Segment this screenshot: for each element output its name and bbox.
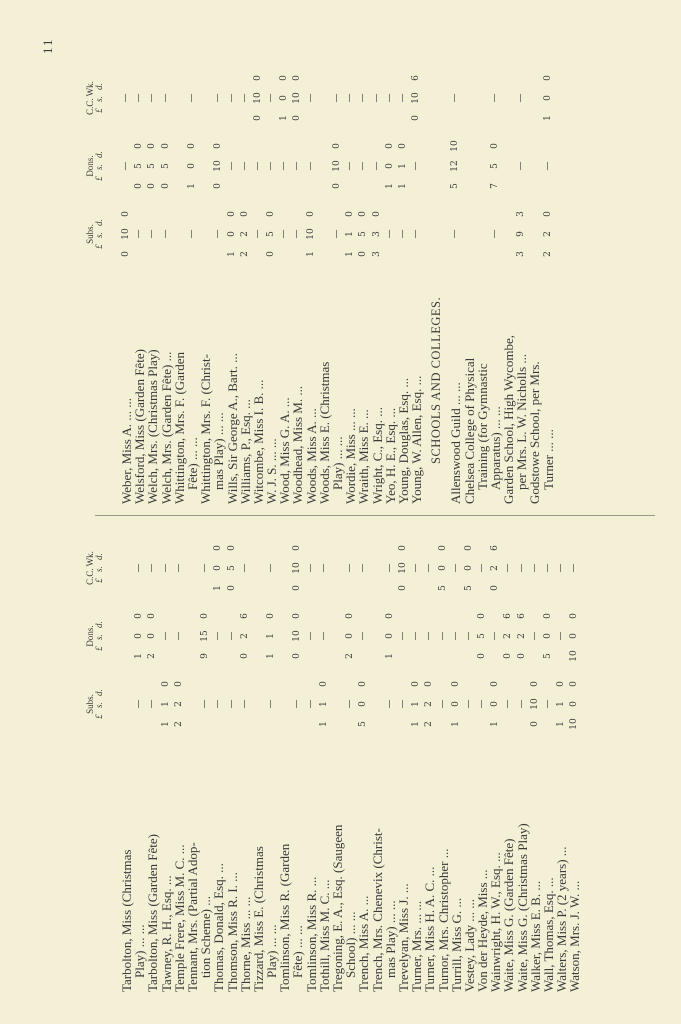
page-number: 11	[40, 37, 55, 54]
right-rows	[119, 75, 556, 504]
dons-amount: —	[437, 631, 448, 641]
dons-amount: 0 10 0	[332, 143, 342, 189]
dons-amount: —	[411, 631, 422, 641]
cc-amount: —	[239, 563, 250, 573]
subscriber-name: Tregoning, E. A., Esq. (Saugeen	[330, 824, 345, 992]
dons-header: Dons. £ s. d.	[85, 151, 104, 181]
dons-amount: 5 12 10	[450, 140, 461, 189]
subs-amount: —	[503, 699, 514, 709]
subs-amount: —	[397, 699, 408, 709]
subs-amount: —	[345, 699, 356, 709]
dons-amount: —	[173, 631, 184, 641]
subscriber-name: Chelsea College of Physical	[461, 357, 477, 504]
subscriber-name: mas Play) ... ...	[382, 900, 398, 978]
dons-amount: —	[121, 161, 131, 171]
cc-amount: —	[516, 93, 527, 103]
subs-amount: —	[543, 699, 553, 709]
cc-amount: —	[384, 93, 395, 103]
dons-amount: 0 10 0	[213, 143, 224, 189]
dons-amount: 0 2 6	[503, 613, 514, 659]
dons-amount: 0 10 0	[292, 613, 303, 659]
table-row	[382, 93, 398, 504]
subs-amount: —	[477, 699, 488, 709]
cc-amount: 0 10 0	[252, 75, 263, 121]
cc-amount: 1 0 0	[542, 75, 553, 121]
subs-amount: —	[411, 229, 422, 239]
subscriber-name: Wainwright, H. W., Esq. ...	[488, 852, 504, 992]
dons-amount: 0 5 0	[160, 143, 171, 189]
subscriber-name: Garden School, High Wycombe,	[501, 334, 517, 504]
subscriber-name: Temple Frere, Miss M. C. ...	[171, 844, 187, 992]
dons-amount: —	[529, 631, 540, 641]
subs-amount: 1 1 0	[318, 681, 329, 727]
dons-amount: 10 0 0	[569, 613, 580, 662]
cc-amount: —	[213, 93, 224, 103]
subs-amount: —	[200, 699, 211, 709]
subs-amount: 1 10 0	[305, 211, 316, 257]
subscriber-name: Vestey, Lady ... ...	[461, 898, 477, 992]
dons-amount: —	[305, 631, 316, 641]
subscriber-name: Witcombe, Miss I. B. ...	[250, 379, 266, 504]
cc-amount: —	[384, 563, 395, 573]
subs-amount: —	[332, 229, 342, 239]
dons-amount: —	[292, 161, 303, 171]
cc-amount: —	[411, 563, 422, 573]
subscriber-name: Turner ... ...	[540, 429, 556, 490]
table-row	[356, 93, 372, 504]
subs-amount: 2 2 0	[173, 681, 184, 727]
subs-amount: 3 3 0	[371, 211, 382, 257]
ccwk-header: C.C. Wk. £ s. d.	[85, 551, 104, 585]
subscriber-name: Play) ... ...	[330, 436, 345, 490]
subs-amount: 1 0 0	[490, 681, 501, 727]
subs-amount: 5 0 0	[358, 681, 369, 727]
subscriber-name: Tomlinson, Miss R. (Garden	[277, 843, 293, 992]
dons-amount: —	[371, 161, 382, 171]
dons-amount: —	[279, 161, 290, 171]
ccwk-header: C.C. Wk. £ s. d.	[85, 81, 104, 115]
subscriber-name: Young, W. Allen, Esq. ...	[409, 375, 425, 504]
cc-amount: —	[186, 93, 197, 103]
subs-amount: 2 2 0	[239, 211, 250, 257]
table-row	[369, 93, 385, 504]
cc-amount: —	[345, 93, 356, 103]
cc-amount: 1 0 0	[279, 75, 290, 121]
cc-amount: —	[503, 563, 514, 573]
table-row	[409, 75, 425, 504]
subscriber-name: Wraith, Miss E. ...	[356, 409, 372, 504]
subs-amount: —	[305, 699, 316, 709]
cc-amount: 0 2 6	[490, 545, 501, 591]
table-row	[158, 93, 174, 504]
subs-amount: —	[463, 699, 474, 709]
dons-amount: 1 1 0	[397, 143, 408, 189]
dons-amount: —	[305, 161, 316, 171]
subscriber-name: Apparatus) ... ...	[487, 406, 503, 490]
subscriber-name: Fête) ... ...	[290, 925, 306, 978]
table-row	[145, 93, 161, 504]
subs-amount: —	[279, 229, 290, 239]
subs-amount: 0 5 0	[358, 211, 369, 257]
table-row	[173, 297, 186, 504]
cc-amount: —	[305, 563, 316, 573]
cc-amount: —	[424, 563, 435, 573]
subscriber-name: School) ... ...	[343, 911, 359, 978]
table-row	[237, 93, 253, 504]
dons-amount: —	[252, 161, 263, 171]
subs-amount: 1 1 0	[345, 211, 356, 257]
subscriber-name: Godstowe School, per Mrs.	[527, 361, 543, 504]
subscriber-name: Watson, Mrs. J. W. ...	[567, 880, 583, 992]
dons-amount: 1 0 0	[384, 143, 395, 189]
subs-amount: —	[397, 229, 408, 239]
table-row	[290, 75, 306, 504]
cc-amount: 0 10 0	[292, 75, 303, 121]
cc-amount: —	[358, 93, 369, 103]
cc-amount: —	[160, 93, 171, 103]
subs-header: Subs. £ s. d.	[85, 219, 104, 249]
subscriber-name: Tennant, Mrs. (Partial Adop-	[184, 842, 200, 992]
subscriber-name: Walters, Miss P. (2 years) ...	[554, 846, 570, 992]
table-row	[463, 297, 476, 504]
dons-amount: —	[463, 631, 474, 641]
dons-amount: 2 0 0	[147, 613, 158, 659]
subs-amount: 1 0 0	[450, 681, 461, 727]
subscriber-name: Play) ... ...	[132, 924, 148, 978]
subs-amount: —	[186, 229, 197, 239]
cc-amount: —	[332, 93, 342, 103]
subs-amount: —	[213, 229, 224, 239]
dons-amount: 0 5 0	[477, 613, 488, 659]
cc-amount: —	[200, 563, 211, 573]
subscriber-name: Training (for Gymnastic	[474, 363, 490, 490]
dons-amount: —	[358, 161, 369, 171]
dons-amount: —	[450, 631, 461, 641]
cc-amount: —	[318, 563, 329, 573]
subs-amount: 1 0 0	[226, 211, 237, 257]
subscriber-name: Wordie, Miss ... ...	[343, 408, 359, 504]
subscriber-name: Allenswood Guild ... ...	[448, 382, 464, 504]
subs-amount: —	[252, 229, 263, 239]
subscriber-name: Tarbolton, Miss (Christmas	[119, 849, 134, 992]
subscriber-name: Young, Douglas, Esq. ...	[395, 377, 411, 504]
cc-amount: —	[516, 563, 527, 573]
dons-amount: —	[358, 631, 369, 641]
subscriber-name: Turner, Mrs. ... ...	[409, 900, 425, 992]
cc-amount: —	[160, 563, 171, 573]
dons-amount: —	[266, 161, 277, 171]
dons-amount: —	[239, 161, 250, 171]
table-row	[476, 297, 489, 504]
subscriber-name: Tarbolton, Miss (Garden Fête)	[145, 834, 161, 992]
dons-amount: —	[516, 161, 527, 171]
cc-amount: —	[134, 563, 145, 573]
subs-amount: 3 9 3	[516, 211, 527, 257]
cc-amount: 5 0 0	[463, 545, 474, 591]
subs-amount: —	[384, 699, 395, 709]
subscriber-name: Whittington, Mrs. F. (Garden	[171, 351, 187, 504]
subs-amount: —	[134, 699, 145, 709]
cc-amount: 5 0 0	[437, 545, 448, 591]
subs-amount: —	[450, 229, 461, 239]
subs-header: Subs. £ s. d.	[85, 689, 104, 719]
subscriber-name: Turner, Miss H. A. C. ...	[422, 866, 438, 992]
subscriber-name: Wood, Miss G. A. ...	[277, 397, 293, 504]
subs-amount: —	[384, 229, 395, 239]
dons-amount: 1 0 0	[384, 613, 395, 659]
dons-amount: 0 5 0	[147, 143, 158, 189]
subscriber-name: Woods, Miss A. ...	[303, 408, 319, 504]
subscriber-name: Thomas, Donald, Esq. ...	[211, 863, 227, 992]
subscriber-name: mas Play) ... ...	[211, 412, 227, 490]
subs-amount: —	[292, 229, 303, 239]
subs-amount: —	[292, 699, 303, 709]
subs-amount: 2 2 0	[424, 681, 435, 727]
cc-amount: —	[305, 93, 316, 103]
subscriber-name: Turrill, Miss G. ...	[448, 897, 464, 992]
cc-amount: —	[450, 93, 461, 103]
cc-amount: —	[397, 93, 408, 103]
subscriber-name: Tothill, Miss M. C. ...	[316, 879, 332, 992]
subs-amount: —	[147, 229, 158, 239]
subs-amount: 0 5 0	[266, 211, 277, 257]
subscriber-name: Wills, Sir George A., Bart. ...	[224, 353, 240, 504]
subs-amount: 1 1 0	[556, 681, 567, 727]
table-row	[528, 297, 541, 504]
dons-amount: —	[542, 161, 553, 171]
dons-amount: —	[213, 631, 224, 641]
cc-amount: —	[529, 563, 540, 573]
subs-amount: 0 10 0	[529, 681, 540, 727]
subs-amount: 1 1 0	[160, 681, 171, 727]
dons-amount: —	[226, 161, 237, 171]
subs-amount: 1 1 0	[411, 681, 422, 727]
subscriber-name: Turnor, Mrs. Christopher ...	[435, 848, 451, 992]
dons-amount: 9 15 0	[200, 613, 211, 659]
subscriber-name: Whittington, Mrs. F. (Christ-	[198, 354, 214, 504]
subs-amount: —	[437, 699, 448, 709]
subscriber-name: Wright, C., Esq. ...	[369, 407, 385, 504]
subscriber-name: per Mrs. L. W. Nicholls ...	[514, 353, 530, 490]
dons-amount: 1 0 0	[134, 613, 145, 659]
dons-amount: —	[424, 631, 435, 641]
subscriber-name: W. J. S. ... ...	[264, 438, 280, 504]
subs-amount: —	[239, 699, 250, 709]
dons-header: Dons. £ s. d.	[85, 621, 104, 651]
cc-amount: 0 5 0	[226, 545, 237, 591]
cc-amount: —	[371, 93, 382, 103]
dons-amount: 7 5 0	[489, 143, 500, 189]
subscriber-name: Thomson, Miss R. I. ...	[224, 872, 240, 992]
cc-amount: —	[477, 563, 488, 573]
table-row	[224, 93, 240, 504]
subscriber-name: Trench, Miss A. ...	[356, 895, 372, 992]
subs-amount: —	[516, 699, 527, 709]
dons-amount: —	[556, 631, 567, 641]
column-divider	[95, 515, 655, 516]
cc-amount: —	[121, 93, 131, 103]
cc-amount: —	[147, 563, 158, 573]
cc-amount: —	[147, 93, 158, 103]
subs-amount: —	[213, 699, 224, 709]
subscriber-name: tion Scheme) ...	[198, 896, 214, 978]
table-row	[303, 93, 319, 504]
subscriber-name: Weber, Miss A. ... ...	[119, 397, 134, 504]
dons-amount: —	[226, 631, 237, 641]
subscriber-name: Tomlinson, Miss R. ...	[303, 876, 319, 992]
dons-amount: —	[345, 161, 356, 171]
section-title: SCHOOLS AND COLLEGES.	[429, 296, 444, 464]
cc-amount: —	[358, 563, 369, 573]
dons-amount: 1 1 0	[266, 613, 277, 659]
subscriber-name: Trench, Mrs. Chenevix (Christ-	[369, 828, 385, 992]
cc-amount: —	[489, 93, 500, 103]
subscriber-name: Welsford, Miss (Garden Fête)	[132, 349, 148, 504]
subs-amount: —	[147, 699, 158, 709]
dons-amount: —	[318, 631, 329, 641]
subscriber-name: Tizzard, Miss E. (Christmas	[250, 846, 266, 992]
cc-amount: —	[266, 563, 277, 573]
dons-amount: 1 0 0	[186, 143, 197, 189]
table-row	[448, 93, 464, 504]
dons-amount: 0 2 6	[516, 613, 527, 659]
subscriber-name: Wall, Thomas, Esq. ...	[541, 877, 556, 992]
subscriber-name: Welch, Mrs. (Garden Fête) ...	[158, 351, 174, 504]
subscriber-name: Trevelyan, Miss J. ...	[395, 883, 411, 992]
subscriber-name: Welch, Mrs. (Christmas Play)	[145, 349, 161, 504]
subscriber-name: Woods, Miss E. (Christmas	[316, 361, 332, 504]
subs-amount: —	[266, 699, 277, 709]
subscriber-name: Waite, Miss G. (Garden Fête)	[501, 838, 517, 992]
table-row	[211, 93, 227, 504]
cc-amount: —	[173, 563, 184, 573]
dons-amount: —	[160, 631, 171, 641]
subscriber-name: Walker, Miss E. B. ...	[527, 880, 543, 992]
subscriber-name: Yeo, H. E., Esq. ...	[382, 407, 398, 504]
dons-amount: —	[490, 631, 501, 641]
subs-amount: 0 10 0	[121, 211, 131, 257]
dons-amount: —	[397, 631, 408, 641]
subscriber-name: Fête) ... ...	[184, 437, 200, 490]
dons-amount: —	[411, 161, 422, 171]
cc-amount: —	[543, 563, 553, 573]
dons-amount: 0 2 6	[239, 613, 250, 659]
subscriber-name: Play) ... ...	[264, 924, 280, 978]
cc-amount: —	[226, 93, 237, 103]
cc-amount: —	[134, 93, 145, 103]
subs-amount: 2 2 0	[542, 211, 553, 257]
subs-amount: —	[134, 229, 145, 239]
cc-amount: —	[239, 93, 250, 103]
cc-amount: —	[556, 563, 567, 573]
cc-amount: —	[450, 563, 461, 573]
cc-amount: —	[266, 93, 277, 103]
cc-amount: 0 10 6	[411, 75, 422, 121]
subs-amount: 10 0 0	[569, 681, 580, 730]
subscriber-name: Von der Heyde, Miss ...	[475, 869, 491, 992]
cc-amount: 0 10 0	[397, 545, 408, 591]
subscriber-name: Waite, Miss G. (Christmas Play)	[514, 823, 530, 992]
dons-amount: 2 0 0	[345, 613, 356, 659]
subscriber-name: Williams, P., Esq. ...	[237, 399, 253, 504]
cc-amount: —	[569, 563, 580, 573]
table-row	[540, 75, 556, 504]
cc-amount: 1 0 0	[213, 545, 224, 591]
subscriber-name: Thorne, Miss ... ...	[237, 896, 253, 992]
subscriber-name: Woodhead, Miss M. ...	[290, 385, 306, 504]
subs-amount: —	[160, 229, 171, 239]
dons-amount: 0 5 0	[134, 143, 145, 189]
cc-amount: 0 10 0	[292, 545, 303, 591]
cc-amount: —	[345, 563, 356, 573]
subs-amount: —	[489, 229, 500, 239]
subs-amount: —	[226, 699, 237, 709]
subscriber-name: Tawney, R. H., Esq. ...	[158, 875, 174, 992]
dons-amount: 5 0 0	[543, 613, 553, 659]
